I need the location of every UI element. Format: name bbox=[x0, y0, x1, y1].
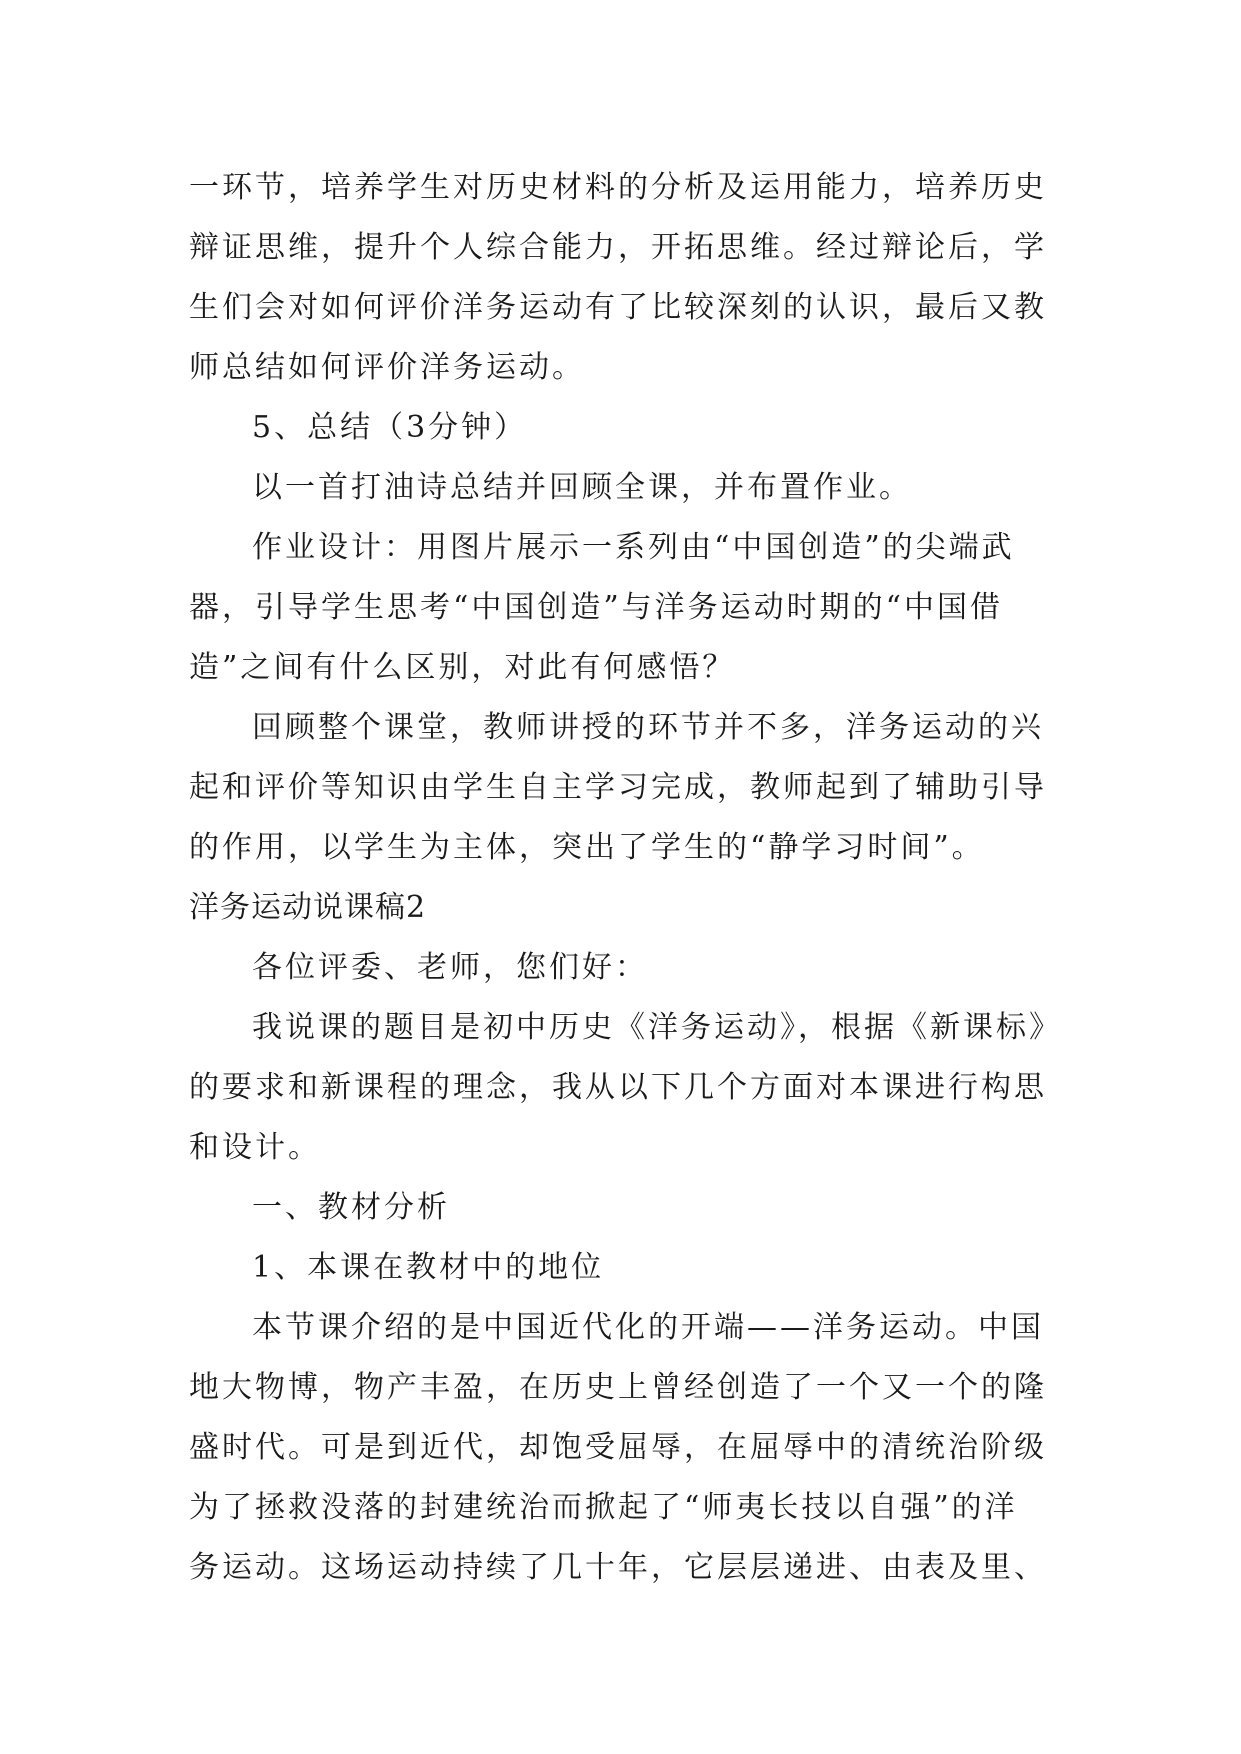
text-line: 回顾整个课堂，教师讲授的环节并不多，洋务运动的兴 bbox=[252, 710, 1044, 745]
text-line: 地大物博，物产丰盈，在历史上曾经创造了一个又一个的隆 bbox=[189, 1370, 1047, 1405]
text-line: 师总结如何评价洋务运动。 bbox=[189, 350, 585, 385]
text-line: 造”之间有什么区别，对此有何感悟？ bbox=[189, 650, 736, 685]
text-line: 务运动。这场运动持续了几十年，它层层递进、由表及里、 bbox=[189, 1550, 1047, 1585]
document-subtitle: 洋务运动说课稿2 bbox=[189, 890, 427, 925]
text-line: 作业设计：用图片展示一系列由“中国创造”的尖端武 bbox=[252, 530, 1015, 565]
text-line: 和设计。 bbox=[189, 1130, 321, 1165]
text-line: 我说课的题目是初中历史《洋务运动》，根据《新课标》 bbox=[252, 1010, 1062, 1045]
text-line: 以一首打油诗总结并回顾全课，并布置作业。 bbox=[252, 470, 912, 505]
text-line: 为了拯救没落的封建统治而掀起了“师夷长技以自强”的洋 bbox=[189, 1490, 1018, 1525]
text-line: 器，引导学生思考“中国创造”与洋务运动时期的“中国借 bbox=[189, 590, 1004, 625]
document-body bbox=[189, 158, 1069, 1598]
section-heading-textbook-analysis: 一、教材分析 bbox=[252, 1190, 450, 1225]
text-line: 盛时代。可是到近代，却饱受屈辱，在屈辱中的清统治阶级 bbox=[189, 1430, 1047, 1465]
section-heading-lesson-position: 1、本课在教材中的地位 bbox=[252, 1250, 605, 1285]
section-heading-summary: 5、总结（3分钟） bbox=[252, 410, 528, 445]
text-line: 各位评委、老师，您们好： bbox=[252, 950, 648, 985]
text-line: 起和评价等知识由学生自主学习完成，教师起到了辅助引导 bbox=[189, 770, 1047, 805]
text-line: 的作用，以学生为主体，突出了学生的“静学习时间”。 bbox=[189, 830, 985, 865]
text-line: 一环节，培养学生对历史材料的分析及运用能力，培养历史 bbox=[189, 170, 1047, 205]
text-line: 辩证思维，提升个人综合能力，开拓思维。经过辩论后，学 bbox=[189, 230, 1047, 265]
text-line: 本节课介绍的是中国近代化的开端——洋务运动。中国 bbox=[252, 1310, 1044, 1345]
text-line: 的要求和新课程的理念，我从以下几个方面对本课进行构思 bbox=[189, 1070, 1047, 1105]
text-line: 生们会对如何评价洋务运动有了比较深刻的认识，最后又教 bbox=[189, 290, 1047, 325]
